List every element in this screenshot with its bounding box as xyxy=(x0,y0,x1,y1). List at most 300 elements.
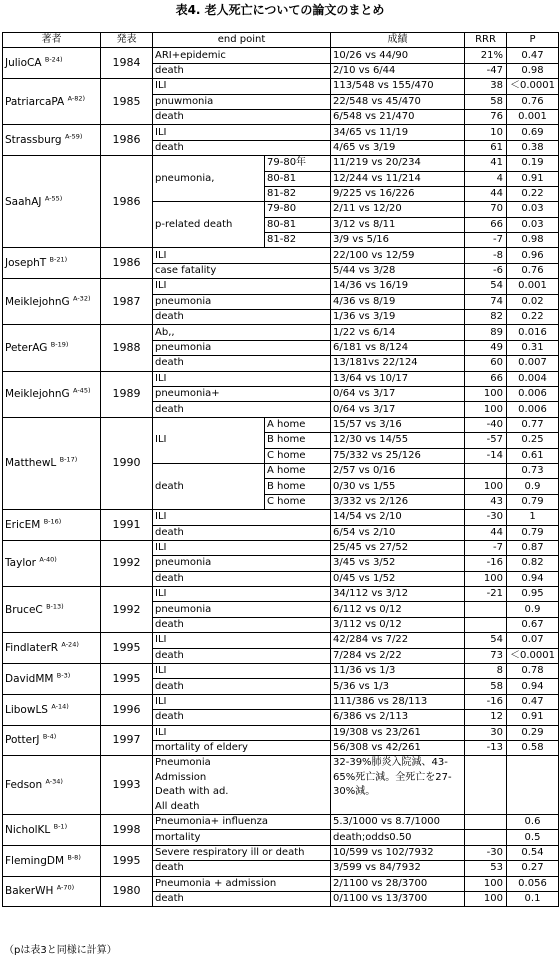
p-cell: 0.056 xyxy=(507,876,559,891)
rrr-cell: 100 xyxy=(465,571,507,586)
rrr-cell: -7 xyxy=(465,233,507,248)
author-name: PotterJ xyxy=(5,734,40,747)
author-cell xyxy=(3,248,101,279)
header-row xyxy=(3,33,559,48)
author-cell xyxy=(3,325,101,371)
p-cell: 0.6 xyxy=(507,814,559,829)
author-cell xyxy=(3,417,101,509)
endpoint-cell: ILI xyxy=(153,633,331,648)
result-cell: 3/9 vs 5/16 xyxy=(331,233,465,248)
endpoint-cell: death xyxy=(153,617,331,632)
result-cell: 13/64 vs 10/17 xyxy=(331,371,465,386)
year-cell: 1986 xyxy=(101,156,153,248)
p-cell: 0.94 xyxy=(507,679,559,694)
author-cell xyxy=(3,725,101,756)
p-cell: 0.61 xyxy=(507,448,559,463)
year-cell: 1995 xyxy=(101,664,153,695)
rrr-cell: 58 xyxy=(465,94,507,109)
p-cell: 0.1 xyxy=(507,891,559,906)
result-cell: 25/45 vs 27/52 xyxy=(331,540,465,555)
p-cell: 0.03 xyxy=(507,202,559,217)
table-row xyxy=(3,694,559,709)
result-cell: 2/11 vs 12/20 xyxy=(331,202,465,217)
rrr-cell: 76 xyxy=(465,109,507,124)
rrr-cell: 53 xyxy=(465,861,507,876)
p-cell: 0.79 xyxy=(507,494,559,509)
rrr-cell: 100 xyxy=(465,876,507,891)
rrr-cell: 100 xyxy=(465,386,507,401)
rrr-cell xyxy=(465,814,507,829)
p-cell: 0.73 xyxy=(507,463,559,478)
table-body xyxy=(3,48,559,907)
endpoint-cell: mortality of eldery xyxy=(153,740,331,755)
rrr-cell: 43 xyxy=(465,494,507,509)
result-cell: 10/599 vs 102/7932 xyxy=(331,845,465,860)
endpoint-cell: p-related death xyxy=(153,202,265,248)
result-cell: 3/12 vs 8/11 xyxy=(331,217,465,232)
header-p: P xyxy=(507,33,559,48)
subgroup-cell: A home xyxy=(265,463,331,478)
p-cell: 0.87 xyxy=(507,540,559,555)
result-cell: 3/45 vs 3/52 xyxy=(331,556,465,571)
result-cell: 113/548 vs 155/470 xyxy=(331,79,465,94)
rrr-cell xyxy=(465,756,507,815)
endpoint-cell: ILI xyxy=(153,279,331,294)
author-name: FlemingDM xyxy=(5,854,65,867)
reference-marker: B-13) xyxy=(46,602,64,611)
p-cell: 0.47 xyxy=(507,48,559,63)
endpoint-cell: death xyxy=(153,310,331,325)
author-cell xyxy=(3,510,101,541)
year-cell: 1985 xyxy=(101,79,153,125)
author-name: PeterAG xyxy=(5,342,48,354)
result-cell: 0/30 vs 1/55 xyxy=(331,479,465,494)
p-cell: 0.006 xyxy=(507,402,559,417)
rrr-cell xyxy=(465,830,507,845)
rrr-cell: 66 xyxy=(465,217,507,232)
endpoint-cell: ILI xyxy=(153,417,265,463)
endpoint-cell: ILI xyxy=(153,664,331,679)
result-cell: 3/112 vs 0/12 xyxy=(331,617,465,632)
table-row xyxy=(3,587,559,602)
result-cell: 2/57 vs 0/16 xyxy=(331,463,465,478)
p-cell: 0.38 xyxy=(507,140,559,155)
result-cell: 3/332 vs 2/126 xyxy=(331,494,465,509)
author-name: MeiklejohnG xyxy=(5,295,70,308)
author-cell xyxy=(3,664,101,695)
result-cell: 14/54 vs 2/10 xyxy=(331,510,465,525)
p-cell: 0.69 xyxy=(507,125,559,140)
result-cell: 6/548 vs 21/470 xyxy=(331,109,465,124)
endpoint-cell: death xyxy=(153,109,331,124)
reference-marker: B-24) xyxy=(44,55,63,64)
author-name: FindlaterR xyxy=(5,642,59,655)
p-cell xyxy=(507,756,559,815)
endpoint-cell: pneumonia, xyxy=(153,156,265,202)
result-cell: 34/112 vs 3/12 xyxy=(331,587,465,602)
author-name: Taylor xyxy=(5,557,36,570)
endpoint-cell: ILI xyxy=(153,587,331,602)
endpoint-cell: ILI xyxy=(153,725,331,740)
table-row xyxy=(3,156,559,171)
table-row xyxy=(3,633,559,648)
author-name: SaahAJ xyxy=(5,195,42,208)
table-row xyxy=(3,725,559,740)
p-cell: 0.22 xyxy=(507,310,559,325)
p-cell: 0.95 xyxy=(507,587,559,602)
endpoint-cell: ARI+epidemic xyxy=(153,48,331,63)
reference-marker: B-3) xyxy=(56,671,71,680)
author-name: BakerWH xyxy=(5,885,54,898)
rrr-cell: 66 xyxy=(465,371,507,386)
endpoint-cell: pneumonia+ xyxy=(153,386,331,401)
reference-marker: B-16) xyxy=(43,517,62,526)
endpoint-cell: Ab,, xyxy=(153,325,331,340)
rrr-cell: 12 xyxy=(465,710,507,725)
result-cell: 2/10 vs 6/44 xyxy=(331,63,465,78)
year-cell: 1990 xyxy=(101,417,153,509)
p-cell: 0.91 xyxy=(507,171,559,186)
subgroup-cell: 81-82 xyxy=(265,186,331,201)
author-name: Strassburg xyxy=(5,134,62,147)
p-cell: 0.016 xyxy=(507,325,559,340)
endpoint-cell: ILI xyxy=(153,510,331,525)
endpoint-cell: ILI xyxy=(153,125,331,140)
author-cell xyxy=(3,587,101,633)
result-cell: 1/22 vs 6/14 xyxy=(331,325,465,340)
result-cell: 14/36 vs 16/19 xyxy=(331,279,465,294)
p-cell: 0.006 xyxy=(507,386,559,401)
p-cell: 0.27 xyxy=(507,861,559,876)
rrr-cell xyxy=(465,617,507,632)
p-cell: ＜0.0001 xyxy=(507,79,559,94)
header-author: 著者 xyxy=(3,33,101,48)
reference-marker: A-24) xyxy=(61,640,79,649)
result-cell: 2/1100 vs 28/3700 xyxy=(331,876,465,891)
author-name: EricEM xyxy=(5,519,41,531)
year-cell: 1989 xyxy=(101,371,153,417)
p-cell: 0.79 xyxy=(507,525,559,540)
result-cell: 3/599 vs 84/7932 xyxy=(331,861,465,876)
year-cell: 1992 xyxy=(101,540,153,586)
subgroup-cell: 79-80 xyxy=(265,202,331,217)
year-cell: 1995 xyxy=(101,845,153,876)
p-cell: 0.25 xyxy=(507,433,559,448)
result-cell: 5/36 vs 1/3 xyxy=(331,679,465,694)
year-cell: 1998 xyxy=(101,814,153,845)
table-row xyxy=(3,125,559,140)
result-cell: 0/64 vs 3/17 xyxy=(331,386,465,401)
endpoint-cell: death xyxy=(153,402,331,417)
endpoint-cell: pneumonia xyxy=(153,602,331,617)
author-cell xyxy=(3,279,101,325)
endpoint-line: Death with ad. xyxy=(155,786,229,798)
author-name: MatthewL xyxy=(5,457,57,470)
rrr-cell: -13 xyxy=(465,740,507,755)
result-cell: 6/54 vs 2/10 xyxy=(331,525,465,540)
author-name: Fedson xyxy=(5,779,43,792)
author-name: BruceC xyxy=(5,603,43,616)
year-cell: 1993 xyxy=(101,756,153,815)
subgroup-cell: 81-82 xyxy=(265,233,331,248)
endpoint-cell: death xyxy=(153,710,331,725)
rrr-cell: -47 xyxy=(465,63,507,78)
result-cell: 12/30 vs 14/55 xyxy=(331,433,465,448)
reference-marker: A-40) xyxy=(39,555,57,564)
table-row xyxy=(3,664,559,679)
rrr-cell: -21 xyxy=(465,587,507,602)
author-cell xyxy=(3,79,101,125)
subgroup-cell: 80-81 xyxy=(265,217,331,232)
endpoint-cell: ILI xyxy=(153,248,331,263)
p-cell: 0.5 xyxy=(507,830,559,845)
endpoint-cell: pneumonia xyxy=(153,340,331,355)
p-cell: 0.02 xyxy=(507,294,559,309)
p-cell: 0.47 xyxy=(507,694,559,709)
rrr-cell: 8 xyxy=(465,664,507,679)
author-name: JulioCA xyxy=(5,57,42,70)
author-cell xyxy=(3,694,101,725)
p-cell: 0.76 xyxy=(507,263,559,278)
author-cell xyxy=(3,48,101,79)
author-name: JosephT xyxy=(5,257,47,270)
table-row xyxy=(3,845,559,860)
endpoint-cell: ILI xyxy=(153,694,331,709)
p-cell: 0.004 xyxy=(507,371,559,386)
rrr-cell: 74 xyxy=(465,294,507,309)
reference-marker: B-19) xyxy=(50,340,69,349)
endpoint-cell: death xyxy=(153,140,331,155)
reference-marker: B-21) xyxy=(49,255,68,264)
rrr-cell: 60 xyxy=(465,356,507,371)
p-cell: 0.007 xyxy=(507,356,559,371)
rrr-cell: -16 xyxy=(465,694,507,709)
author-name: MeiklejohnG xyxy=(5,388,70,401)
reference-marker: B-17) xyxy=(59,455,78,464)
endpoint-cell: death xyxy=(153,63,331,78)
rrr-cell: 82 xyxy=(465,310,507,325)
endpoint-cell: Pneumonia + admission xyxy=(153,876,331,891)
author-cell xyxy=(3,814,101,845)
result-cell: 4/36 vs 8/19 xyxy=(331,294,465,309)
author-cell xyxy=(3,876,101,907)
year-cell: 1995 xyxy=(101,633,153,664)
year-cell: 1980 xyxy=(101,876,153,907)
p-cell: 0.03 xyxy=(507,217,559,232)
result-cell: 6/112 vs 0/12 xyxy=(331,602,465,617)
year-cell: 1991 xyxy=(101,510,153,541)
endpoint-cell: ILI xyxy=(153,371,331,386)
table-row xyxy=(3,325,559,340)
author-name: NicholKL xyxy=(5,823,51,836)
result-cell: 32-39%肺炎入院減、43-65%死亡減。全死亡を27-30%減。 xyxy=(331,756,465,815)
rrr-cell: -30 xyxy=(465,845,507,860)
endpoint-cell: death xyxy=(153,679,331,694)
result-cell: 22/548 vs 45/470 xyxy=(331,94,465,109)
result-cell: 56/308 vs 42/261 xyxy=(331,740,465,755)
endpoint-cell: death xyxy=(153,525,331,540)
rrr-cell: 44 xyxy=(465,525,507,540)
p-cell: ＜0.0001 xyxy=(507,648,559,663)
result-cell: 6/181 vs 8/124 xyxy=(331,340,465,355)
reference-marker: A-14) xyxy=(51,702,69,711)
author-cell xyxy=(3,633,101,664)
table-title: 表4. 老人死亡についての論文のまとめ xyxy=(175,3,385,17)
result-cell: 10/26 vs 44/90 xyxy=(331,48,465,63)
rrr-cell xyxy=(465,602,507,617)
author-name: PatriarcaPA xyxy=(5,95,65,108)
subgroup-cell: C home xyxy=(265,448,331,463)
rrr-cell: -6 xyxy=(465,263,507,278)
p-cell: 0.58 xyxy=(507,740,559,755)
endpoint-cell: death xyxy=(153,571,331,586)
p-cell: 0.67 xyxy=(507,617,559,632)
endpoint-cell: death xyxy=(153,861,331,876)
endpoint-cell: pneumonia xyxy=(153,294,331,309)
p-cell: 0.31 xyxy=(507,340,559,355)
year-cell: 1996 xyxy=(101,694,153,725)
p-cell: 0.29 xyxy=(507,725,559,740)
result-cell: 12/244 vs 11/214 xyxy=(331,171,465,186)
p-cell: 0.54 xyxy=(507,845,559,860)
year-cell: 1986 xyxy=(101,125,153,156)
author-name: DavidMM xyxy=(5,672,54,685)
rrr-cell: -16 xyxy=(465,556,507,571)
p-cell: 0.22 xyxy=(507,186,559,201)
header-result: 成績 xyxy=(331,33,465,48)
result-cell: 11/36 vs 1/3 xyxy=(331,664,465,679)
p-cell: 0.78 xyxy=(507,664,559,679)
rrr-cell: 58 xyxy=(465,679,507,694)
author-cell xyxy=(3,371,101,417)
endpoint-cell: Pneumonia+ influenza xyxy=(153,814,331,829)
reference-marker: A-55) xyxy=(44,194,63,203)
table-row xyxy=(3,756,559,815)
reference-marker: B-1) xyxy=(53,822,68,831)
year-cell: 1997 xyxy=(101,725,153,756)
reference-marker: A-82) xyxy=(67,94,86,103)
endpoint-cell xyxy=(153,756,331,815)
result-cell: 22/100 vs 12/59 xyxy=(331,248,465,263)
p-cell: 0.19 xyxy=(507,156,559,171)
subgroup-cell: B home xyxy=(265,479,331,494)
result-cell: 111/386 vs 28/113 xyxy=(331,694,465,709)
p-cell: 0.98 xyxy=(507,63,559,78)
rrr-cell: 54 xyxy=(465,633,507,648)
rrr-cell: 30 xyxy=(465,725,507,740)
result-cell: 9/225 vs 16/226 xyxy=(331,186,465,201)
header-endpoint: end point xyxy=(153,33,331,48)
reference-marker: A-59) xyxy=(64,132,83,141)
author-cell xyxy=(3,845,101,876)
p-cell: 0.82 xyxy=(507,556,559,571)
reference-marker: B-4) xyxy=(42,732,57,741)
rrr-cell: -30 xyxy=(465,510,507,525)
result-cell: 4/65 vs 3/19 xyxy=(331,140,465,155)
year-cell: 1992 xyxy=(101,587,153,633)
subgroup-cell: 80-81 xyxy=(265,171,331,186)
header-year: 発表 xyxy=(101,33,153,48)
rrr-cell: 4 xyxy=(465,171,507,186)
result-cell: 11/219 vs 20/234 xyxy=(331,156,465,171)
footnote: （pは表3と同様に計算） xyxy=(4,945,117,956)
result-cell: 5.3/1000 vs 8.7/1000 xyxy=(331,814,465,829)
table-row xyxy=(3,48,559,63)
p-cell: 0.001 xyxy=(507,109,559,124)
endpoint-cell: pnuwmonia xyxy=(153,94,331,109)
author-cell xyxy=(3,125,101,156)
result-cell: 0/64 vs 3/17 xyxy=(331,402,465,417)
author-name: LibowLS xyxy=(5,703,48,716)
endpoint-line: All death xyxy=(155,800,200,812)
rrr-cell: 49 xyxy=(465,340,507,355)
p-cell: 0.76 xyxy=(507,94,559,109)
rrr-cell: -8 xyxy=(465,248,507,263)
rrr-cell: -7 xyxy=(465,540,507,555)
result-cell: 13/181vs 22/124 xyxy=(331,356,465,371)
rrr-cell: 44 xyxy=(465,186,507,201)
result-cell: 34/65 vs 11/19 xyxy=(331,125,465,140)
endpoint-line: Admission xyxy=(155,771,207,783)
result-cell: 5/44 vs 3/28 xyxy=(331,263,465,278)
result-cell: 7/284 vs 2/22 xyxy=(331,648,465,663)
table-row xyxy=(3,876,559,891)
rrr-cell: 73 xyxy=(465,648,507,663)
rrr-cell: 70 xyxy=(465,202,507,217)
rrr-cell xyxy=(465,463,507,478)
author-cell xyxy=(3,540,101,586)
rrr-cell: 10 xyxy=(465,125,507,140)
result-cell: 42/284 vs 7/22 xyxy=(331,633,465,648)
subgroup-cell: C home xyxy=(265,494,331,509)
p-cell: 0.91 xyxy=(507,710,559,725)
endpoint-cell: ILI xyxy=(153,540,331,555)
rrr-cell: 38 xyxy=(465,79,507,94)
endpoint-cell: death xyxy=(153,891,331,906)
subgroup-cell: A home xyxy=(265,417,331,432)
subgroup-cell: B home xyxy=(265,433,331,448)
year-cell: 1988 xyxy=(101,325,153,371)
result-cell: 0/1100 vs 13/3700 xyxy=(331,891,465,906)
endpoint-cell: pneumonia xyxy=(153,556,331,571)
endpoint-line: Pneumonia xyxy=(155,757,211,769)
endpoint-cell: Severe respiratory ill or death xyxy=(153,845,331,860)
endpoint-cell: death xyxy=(153,648,331,663)
rrr-cell: 100 xyxy=(465,402,507,417)
rrr-cell: 89 xyxy=(465,325,507,340)
p-cell: 0.77 xyxy=(507,417,559,432)
result-cell: 75/332 vs 25/126 xyxy=(331,448,465,463)
p-cell: 0.96 xyxy=(507,248,559,263)
table-row xyxy=(3,540,559,555)
table-row xyxy=(3,417,559,432)
result-cell: 19/308 vs 23/261 xyxy=(331,725,465,740)
table-row xyxy=(3,279,559,294)
reference-marker: A-70) xyxy=(56,883,75,892)
endpoint-cell: case fatality xyxy=(153,263,331,278)
endpoint-cell: ILI xyxy=(153,79,331,94)
author-cell xyxy=(3,756,101,815)
table-row xyxy=(3,814,559,829)
header-rrr: RRR xyxy=(465,33,507,48)
table-row xyxy=(3,79,559,94)
p-cell: 0.9 xyxy=(507,479,559,494)
table-row xyxy=(3,510,559,525)
result-cell: death;odds0.50 xyxy=(331,830,465,845)
rrr-cell: 41 xyxy=(465,156,507,171)
result-cell: 15/57 vs 3/16 xyxy=(331,417,465,432)
table-row xyxy=(3,371,559,386)
